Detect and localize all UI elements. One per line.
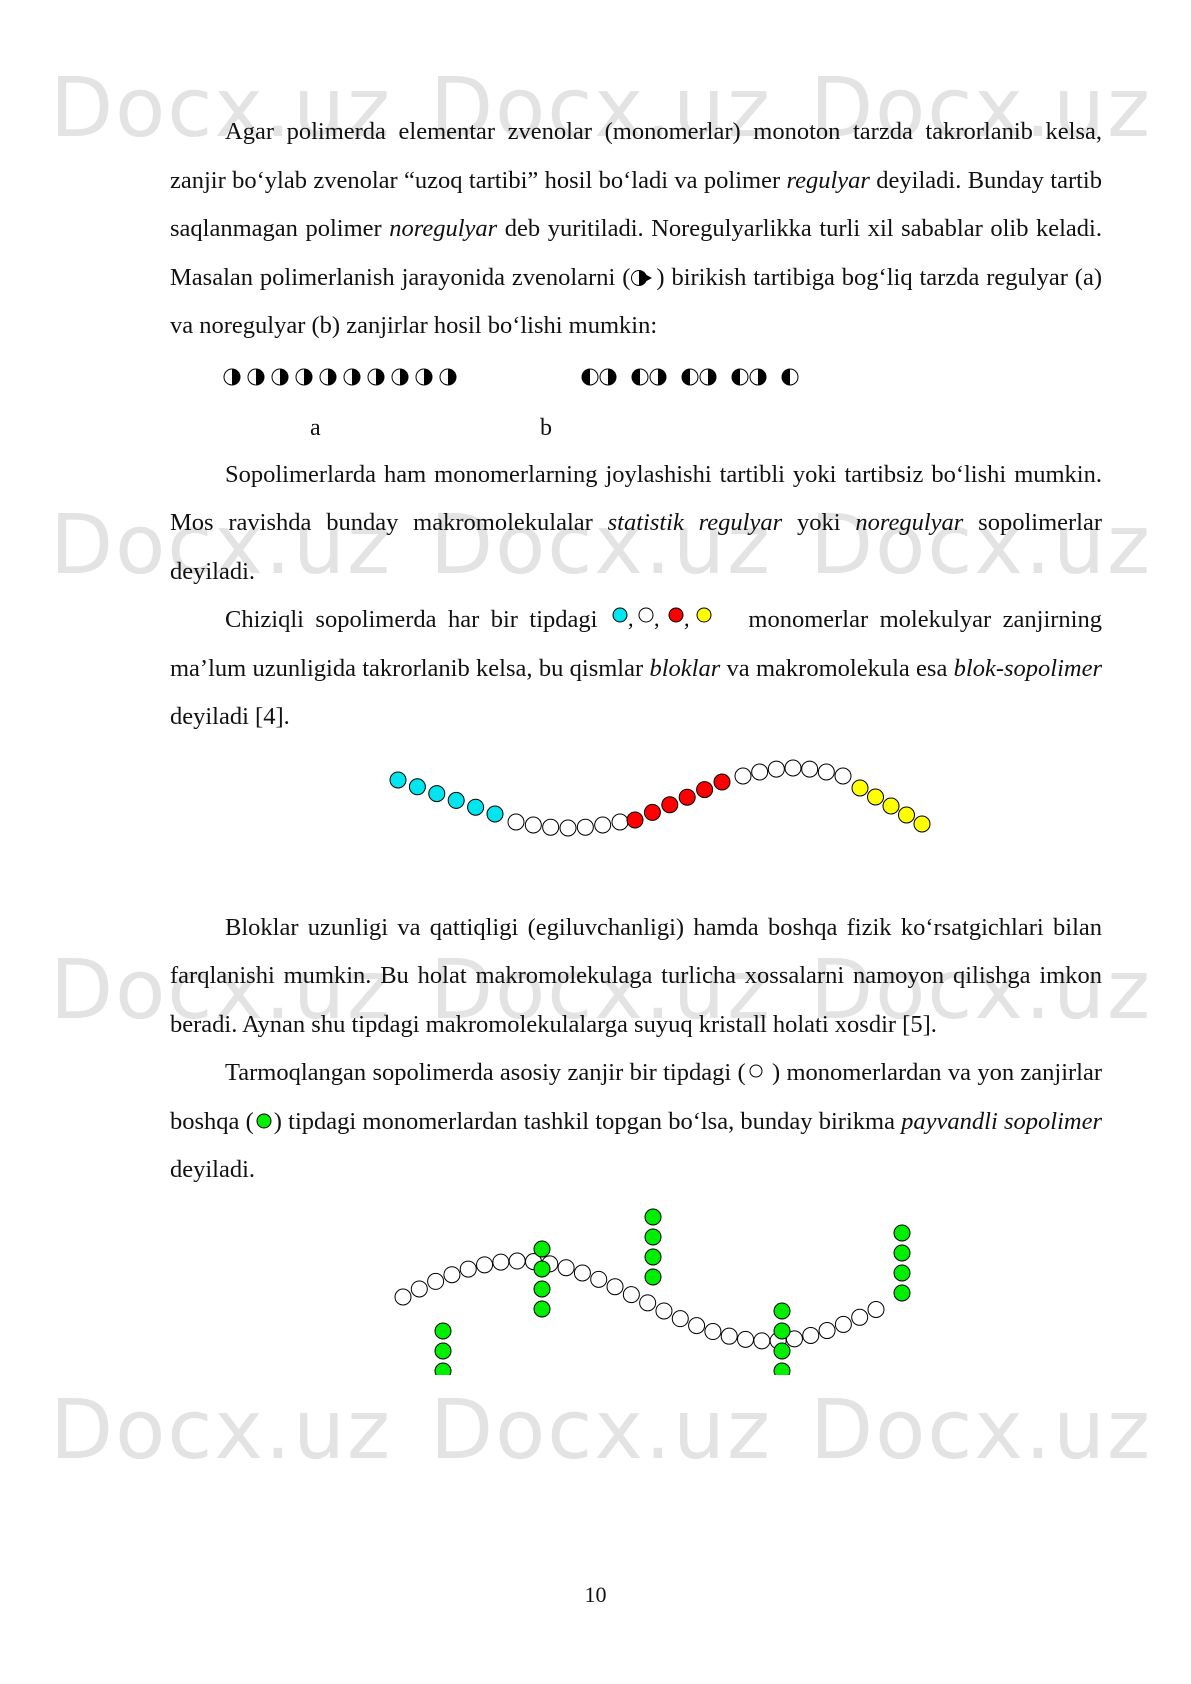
- side-chain-bead: [435, 1343, 451, 1359]
- irregular-chain-unit: [732, 369, 748, 385]
- monomer-bead: [560, 820, 576, 836]
- monomer-bead: [714, 774, 730, 790]
- monomer-bead: [662, 796, 678, 812]
- cyan-monomer-icon: [613, 608, 627, 622]
- chain-diagram: [170, 355, 1102, 415]
- main-chain-bead: [705, 1323, 721, 1339]
- main-chain-bead: [803, 1327, 819, 1343]
- figure-chain-regularity: [170, 351, 1102, 451]
- irregular-chain-unit: [750, 369, 766, 385]
- watermark: [810, 1390, 1152, 1472]
- main-chain-bead: [623, 1286, 639, 1302]
- side-chain-bead: [894, 1285, 910, 1301]
- paragraph-regular-polymers: Agar polimerda elementar zvenolar (monomerlar) monoton tarzda takrorlanib kelsa, zanjir bo‘ylab zvenolar “uzoq tartibi” hosil bo‘ladi va polimer regulyar deyiladi. Bunday tartib saqlanmagan polimer noregulyar deb yuritiladi. Noregulyarlikka turli xil sabablar olib keladi. Masalan polimerlanish jarayonida zvenolarni ( ) birikish tartibiga bog‘liq tarzda regulyar (a) va noregulyar (b) zanjirlar hosil bo‘lishi mumkin:: [170, 118, 1102, 339]
- side-chain-bead: [534, 1261, 550, 1277]
- irregular-chain-unit: [700, 369, 716, 385]
- svg-text:,: ,: [683, 606, 690, 630]
- regular-chain-unit: [320, 369, 336, 385]
- label-regular-chain: a: [310, 414, 321, 441]
- monomer-bead: [487, 806, 503, 822]
- monomer-bead: [852, 780, 868, 796]
- monomer-bead: [883, 798, 899, 814]
- monomer-bead: [835, 768, 851, 784]
- side-chain-bead: [645, 1249, 661, 1265]
- main-chain-bead: [493, 1254, 509, 1270]
- main-chain-bead: [444, 1266, 460, 1282]
- side-chain-bead: [645, 1209, 661, 1225]
- red-monomer-icon: [669, 608, 683, 622]
- monomer-bead: [508, 814, 524, 830]
- main-chain-bead: [689, 1317, 705, 1333]
- side-chain-bead: [894, 1225, 910, 1241]
- graft-copolymer-chain: [170, 1195, 1102, 1375]
- svg-text:,: ,: [653, 606, 660, 630]
- monomer-bead: [577, 819, 593, 835]
- monomer-bead: [627, 812, 643, 828]
- main-chain-bead: [574, 1264, 590, 1280]
- monomer-bead: [448, 792, 464, 808]
- figure-graft-copolymer: [170, 1195, 1102, 1375]
- side-chain-bead: [534, 1301, 550, 1317]
- main-chain-bead: [738, 1331, 754, 1347]
- side-chain-bead: [774, 1343, 790, 1359]
- monomer-bead: [735, 768, 751, 784]
- regular-chain-unit: [344, 369, 360, 385]
- main-chain-bead: [428, 1273, 444, 1289]
- side-chain-bead: [435, 1323, 451, 1339]
- paragraph-graft-copolymer: Tarmoqlangan sopolimerda asosiy zanjir bir tipdagi ( ) monomerlardan va yon zanjirlar boshqa ( ) tipdagi monomerlardan tashkil topgan bo‘lsa, bunday birikma payvandli sopolimer deyiladi.: [170, 1059, 1103, 1183]
- side-chain-bead: [435, 1363, 451, 1375]
- main-chain-bead: [607, 1278, 623, 1294]
- monomer-bead: [768, 761, 784, 777]
- monomer-bead: [595, 817, 611, 833]
- green-monomer-icon: [254, 1112, 274, 1132]
- monomer-bead: [802, 761, 818, 777]
- document-page: [170, 108, 1102, 1375]
- label-irregular-chain: b: [540, 414, 552, 441]
- main-chain-bead: [411, 1280, 427, 1296]
- side-chain-bead: [645, 1229, 661, 1245]
- main-chain-bead: [509, 1253, 525, 1269]
- monomer-bead: [644, 804, 660, 820]
- main-chain-bead: [868, 1301, 884, 1317]
- main-chain-bead: [754, 1332, 770, 1348]
- regular-chain-unit: [272, 369, 288, 385]
- main-chain-bead: [819, 1322, 835, 1338]
- page-number: 10: [584, 1582, 607, 1607]
- regular-chain-unit: [224, 369, 240, 385]
- monomer-bead: [468, 799, 484, 815]
- main-chain-bead: [395, 1289, 411, 1305]
- side-chain-bead: [645, 1269, 661, 1285]
- main-chain-bead: [591, 1271, 607, 1287]
- main-chain-bead: [852, 1309, 868, 1325]
- side-chain-bead: [774, 1323, 790, 1339]
- monomer-bead: [429, 785, 445, 801]
- main-chain-bead: [656, 1302, 672, 1318]
- svg-text:,: ,: [627, 606, 634, 630]
- paragraph-copolymers: Sopolimerlarda ham monomerlarning joylashishi tartibli yoki tartibsiz bo‘lishi mumkin. Mos ravishda bunday makromolekulalar statistik regulyar yoki noregulyar sopolimerlar deyiladi.: [170, 460, 1103, 585]
- watermark: [430, 1390, 772, 1472]
- monomer-bead: [525, 817, 541, 833]
- side-chain-bead: [894, 1265, 910, 1281]
- regular-chain-unit: [248, 369, 264, 385]
- regular-chain-unit: [368, 369, 384, 385]
- monomer-bead: [697, 781, 713, 797]
- monomer-bead: [612, 814, 628, 830]
- monomer-types-icon: [609, 606, 737, 630]
- monomer-bead: [785, 760, 801, 776]
- white-monomer-icon: [639, 608, 653, 622]
- irregular-chain-unit: [782, 369, 798, 385]
- regular-chain-unit: [416, 369, 432, 385]
- regular-chain-unit: [392, 369, 408, 385]
- side-chain-bead: [894, 1245, 910, 1261]
- regular-chain-unit: [296, 369, 312, 385]
- side-chain-bead: [534, 1281, 550, 1297]
- monomer-bead: [679, 789, 695, 805]
- figure-block-copolymer: [170, 742, 1102, 904]
- main-chain-bead: [721, 1328, 737, 1344]
- monomer-bead: [390, 772, 406, 788]
- main-chain-bead: [460, 1261, 476, 1277]
- monomer-bead: [752, 764, 768, 780]
- irregular-chain-unit: [600, 369, 616, 385]
- monomer-bead: [899, 807, 915, 823]
- white-monomer-icon: [746, 1063, 766, 1083]
- main-chain-bead: [640, 1294, 656, 1310]
- paragraph-block-copolymer: Chiziqli sopolimerda har bir tipdagi , , , monomerlar molekulyar zanjirning ma’lum uzunligida takrorlanib kelsa, bu qismlar bloklar va makromolekula esa blok-sopolimer deyiladi [4].: [170, 606, 1103, 730]
- irregular-chain-unit: [632, 369, 648, 385]
- monomer-bead: [818, 764, 834, 780]
- block-copolymer-chain: [170, 742, 1102, 904]
- monomer-bead: [543, 819, 559, 835]
- irregular-chain-unit: [682, 369, 698, 385]
- side-chain-bead: [534, 1241, 550, 1257]
- irregular-chain-unit: [650, 369, 666, 385]
- irregular-chain-unit: [582, 369, 598, 385]
- regular-chain-unit: [440, 369, 456, 385]
- yellow-monomer-icon: [697, 608, 711, 622]
- main-chain-bead: [477, 1256, 493, 1272]
- paragraph-block-properties: Bloklar uzunligi va qattiqligi (egiluvchanligi) hamda boshqa fizik ko‘rsatgichlari bilan farqlanishi mumkin. Bu holat makromolekulaga turlicha xossalarni namoyon qilishga imkon beradi. Aynan shu tipdagi makromolekulalarga suyuq kristall holati xosdir [5].: [170, 913, 1102, 1038]
- watermark: [50, 1390, 392, 1472]
- main-chain-bead: [672, 1310, 688, 1326]
- main-chain-bead: [835, 1316, 851, 1332]
- main-chain-bead: [558, 1259, 574, 1275]
- half-filled-unit-icon: [630, 268, 656, 288]
- monomer-bead: [914, 816, 930, 832]
- side-chain-bead: [774, 1303, 790, 1319]
- monomer-bead: [409, 778, 425, 794]
- side-chain-bead: [774, 1363, 790, 1375]
- monomer-bead: [868, 789, 884, 805]
